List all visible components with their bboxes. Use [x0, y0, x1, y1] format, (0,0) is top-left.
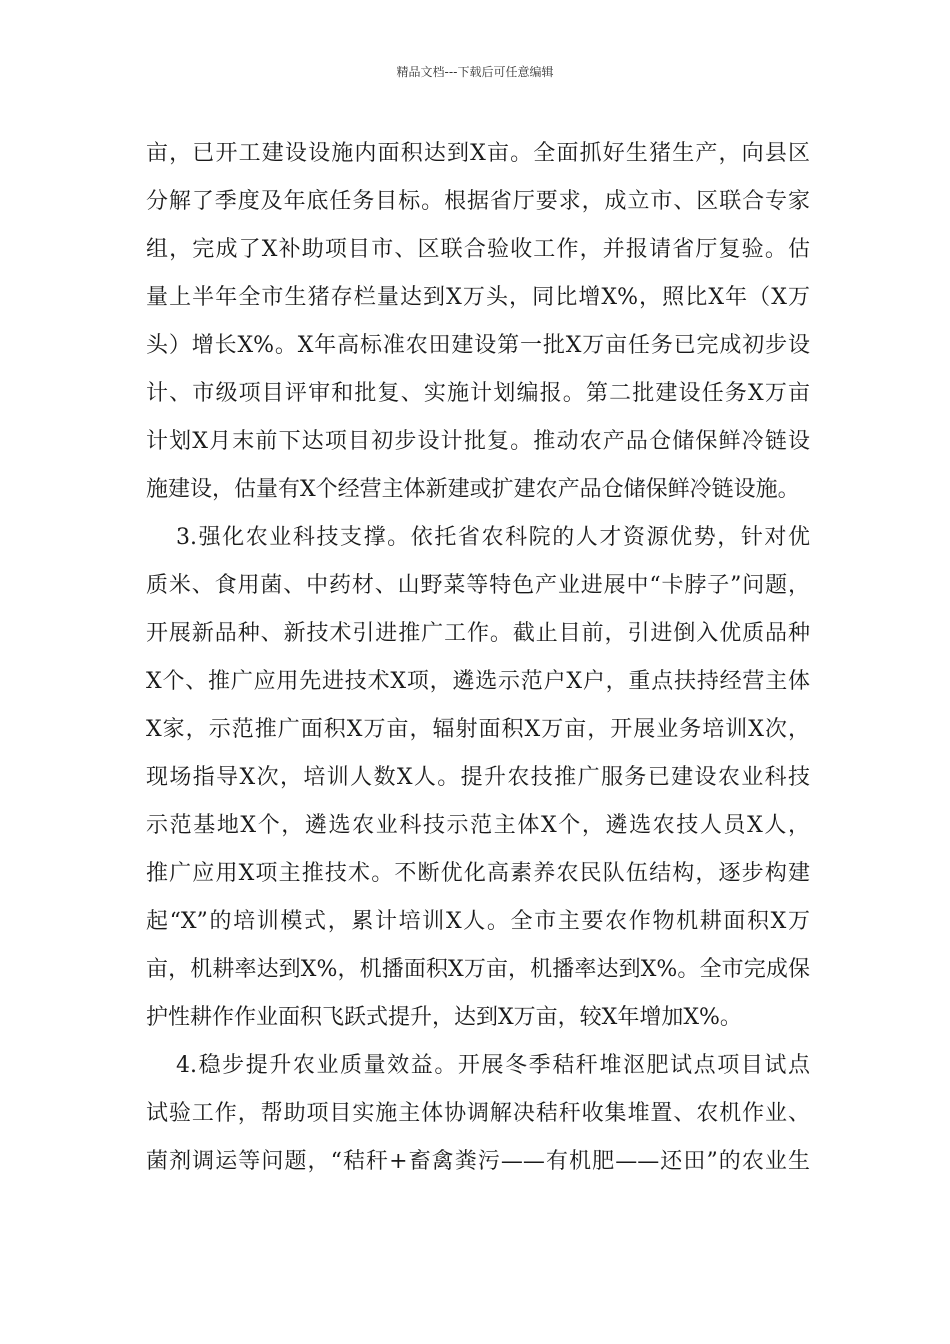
text-line: 计划X月末前下达项目初步设计批复。推动农产品仓储保鲜冷链设	[146, 429, 810, 454]
text-line: 头）增长X%。X年高标准农田建设第一批X万亩任务已完成初步设	[146, 333, 810, 358]
text-line: 亩，已开工建设设施内面积达到X亩。全面抓好生猪生产，向县区	[146, 141, 810, 166]
text-line: 3.强化农业科技支撑。依托省农科院的人才资源优势，针对优	[176, 525, 810, 550]
text-line: X个、推广应用先进技术X项，遴选示范户X户，重点扶持经营主体	[146, 669, 810, 694]
page-header: 精品文档---下载后可任意编辑	[396, 65, 554, 79]
text-line: 施建设，估量有X个经营主体新建或扩建农产品仓储保鲜冷链设施。	[146, 477, 800, 502]
document-body	[146, 130, 810, 1186]
text-line: 开展新品种、新技术引进推广工作。截止目前，引进倒入优质品种	[146, 621, 810, 646]
text-line: 计、市级项目评审和批复、实施计划编报。第二批建设任务X万亩	[146, 381, 810, 406]
text-line: 试验工作，帮助项目实施主体协调解决秸秆收集堆置、农机作业、	[146, 1101, 810, 1126]
text-line: 分解了季度及年底任务目标。根据省厅要求，成立市、区联合专家	[146, 189, 810, 214]
text-line: 现场指导X次，培训人数X人。提升农技推广服务已建设农业科技	[146, 765, 810, 790]
text-line: 示范基地X个，遴选农业科技示范主体X个，遴选农技人员X人，	[146, 813, 810, 838]
text-line: 质米、食用菌、中药材、山野菜等特色产业进展中“卡脖子”问题，	[146, 573, 810, 598]
text-line: 护性耕作作业面积飞跃式提升，达到X万亩，较X年增加X%。	[146, 1005, 742, 1030]
text-line: 亩，机耕率达到X%，机播面积X万亩，机播率达到X%。全市完成保	[146, 957, 810, 982]
text-line: 起“X”的培训模式，累计培训X人。全市主要农作物机耕面积X万	[146, 909, 810, 934]
text-line: 菌剂调运等问题，“秸秆+畜禽粪污——有机肥——还田”的农业生	[146, 1149, 810, 1174]
text-line: 量上半年全市生猪存栏量达到X万头，同比增X%，照比X年（X万	[146, 285, 810, 310]
text-line: X家，示范推广面积X万亩，辐射面积X万亩，开展业务培训X次，	[146, 717, 810, 742]
text-line: 组，完成了X补助项目市、区联合验收工作，并报请省厅复验。估	[146, 237, 810, 262]
text-line: 推广应用X项主推技术。不断优化高素养农民队伍结构，逐步构建	[146, 861, 810, 886]
text-line: 4.稳步提升农业质量效益。开展冬季秸秆堆沤肥试点项目试点	[176, 1053, 810, 1078]
